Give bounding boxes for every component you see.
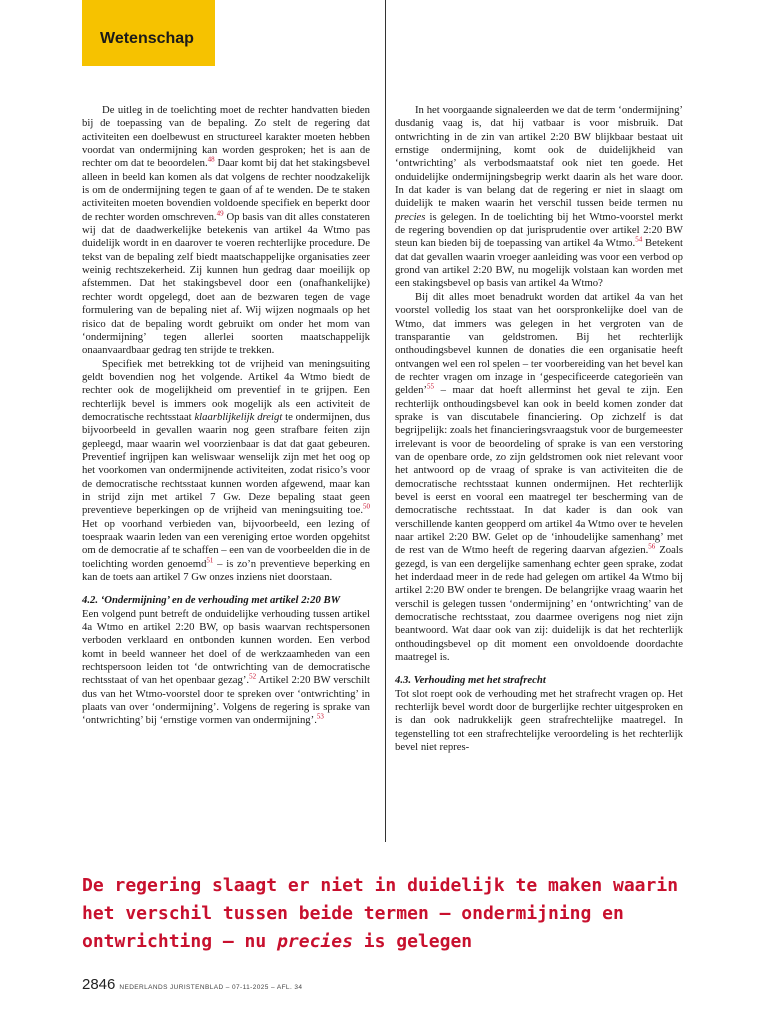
section-tab (82, 0, 215, 66)
right-column (395, 104, 683, 755)
left-column (82, 104, 370, 728)
section-heading-4-2: 4.2. ‘Ondermijning’ en de verhouding met artikel 2:20 BW (82, 594, 341, 607)
footnote-ref[interactable]: 50 (363, 502, 370, 511)
journal-info: NEDERLANDS JURISTENBLAD – 07-11-2025 – AFL. 34 (119, 984, 303, 991)
paragraph: Bij dit alles moet benadrukt worden dat artikel 4a van het voorstel volledig los staat van het oorspronkelijke doel van de Wtmo, dat immers was gelegen in het vergroten van de transparantie van geldstromen. Bij het rechterlijk onthoudingsbevel kunnen de donaties die een organisatie heeft ontvangen wel een rol spelen – ter voorbereiding van het bevel kan de rechter vragen om inzage in ‘gespecificeerde categorieën van gelden’$^{55}$ – maar dat hoeft allerminst het geval te zijn. Een rechterlijk onthoudingsbevel kan ook in beeld komen zonder dat sprake is van discutabele financiering. Op zichzelf is dat begrijpelijk: zoals het financieringsvraagstuk voor de burgemeester irrelevant is voor de beoordeling of sprake is van een verstoring van de openbare orde, zo zijn geldstromen ook niet relevant voor het antwoord op de vraag of sprake is van activiteiten die de democratische rechtsstaat kunnen ondermijnen. Het rechterlijk bevel is eerst en vooral een maatregel ter bescherming van de democratische rechtsstaat. In dat kader is dan ook van verschillende kanten geopperd om artikel 4a Wtmo over te hevelen naar artikel 2:20 BW. Gelet op de ‘inhoudelijke samenhang’ met de rest van de Wtmo heeft de regering daarvan afgezien.$^{56}$ Zoals gezegd, is van een dergelijke samenhang echter geen sprake, zodat het inderdaad meer in de rede had gelegen om artikel 4a Wtmo bij artikel 2:20 BW onder te brengen. De belangrijke vraag waarin het verschil is gelegen tussen ‘ondermijning’ en ‘ontwrichting’ van de democratische rechtsstaat, zou daarmee overigens nog niet zijn beantwoord. Wat daar ook van zij: duidelijk is dat het rechterlijk onthoudingsbevel op dit moment een onvoldoende doordachte maatregel is. (395, 290, 684, 664)
paragraph: De uitleg in de toelichting moet de rechter handvatten bieden bij de toepassing van de bepaling. Zo stelt de regering dat activiteiten een doelbewust en structureel karakter moeten hebben voordat van ondermijning kan worden gesproken; het is aan de rechter om dat te beoordelen.$^{48}$ Daar komt bij dat het stakingsbevel alleen in beeld kan komen als dat volgens de rechter noodzakelijk is om de ondermijning tegen te gaan of af te wenden. De te staken activiteiten moeten bovendien voldoende specifiek en beperkt door de rechter worden omschreven.$^{49}$ Op basis van dit alles constateren wij dat de daadwerkelijke betekenis van artikel 4a Wtmo pas duidelijk wordt in en daarover te voeren rechterlijke procedure. De tekst van de bepaling zelf biedt maatschappelijke organisaties zeer weinig rechtszekerheid. Zij kunnen hun gedrag daar moeilijk op afstemmen. Dat het stakingsbevel door een (onafhankelijke) rechter wordt opgelegd, doet aan de bezwaren tegen de vage formulering van de bepaling niet af. Wij wijzen nogmaals op het risico dat de bepaling wordt gebruikt om onder het mom van ‘ondermijning’ tegen allerlei soorten maatschappelijk onaanvaardbaar gedrag ten strijde te trekken. (82, 104, 370, 357)
paragraph: Specifiek met betrekking tot de vrijheid van meningsuiting geldt bovendien nog het volgende. Artikel 4a Wtmo biedt de rechter ook de mogelijkheid om preventief in te grijpen. Een rechterlijk bevel is immers ook mogelijk als een activiteit de democratische rechtsstaat klaarblijkelijk dreigt te ondermijnen, dus bijvoorbeeld in gevallen waarin nog geen strafbare feiten zijn gepleegd, maar waarin wel voorzienbaar is dat dat gaat gebeuren. Preventief ingrijpen kan weliswaar wenselijk zijn met het oog op het voorkomen van ondermijnende activiteiten, zodat risico’s voor de democratische rechtsstaat kunnen worden afgewend, maar kan in strijd zijn met artikel 7 Gw. Deze bepaling staat geen preventieve beperkingen op de vrijheid van meningsuiting toe.$^{50}$ Het op voorhand verbieden van, bijvoorbeeld, een lezing of toespraak waarin leden van een vereniging ertoe worden opgehitst om de democratie af te schaffen – een van de voorbeelden die in de toelichting worden genoemd$^{51}$ – is zo’n preventieve beperking en kan de toets aan artikel 7 Gw onzes inziens niet doorstaan. (82, 357, 370, 584)
section-heading-4-3: 4.3. Verhouding met het strafrecht (395, 674, 546, 687)
paragraph: Een volgend punt betreft de onduidelijke verhouding tussen artikel 4a Wtmo en artikel 2:20 BW, op basis waarvan rechtspersonen verboden verklaard en ontbonden kunnen worden. Een verbod komt in beeld wanneer het doel of de werkzaamheden van een rechtspersoon leiden tot ‘de ontwrichting van de democratische rechtsstaat of van het openbaar gezag’.$^{52}$ Artikel 2:20 BW verschilt dus van het Wtmo-voorstel door te spreken over ‘ontwrichting’ in plaats van over ‘ondermijning’. Volgens de regering is sprake van ‘ontwrichting’ bij ‘ernstige vormen van ondermijning’.$^{53}$ (82, 607, 370, 727)
footnote-ref[interactable]: 49 (216, 209, 224, 218)
footnote-ref[interactable]: 51 (206, 556, 214, 565)
paragraph: Tot slot roept ook de verhouding met het strafrecht vragen op. Het rechterlijk bevel wordt door de burgerlijke rechter uitgesproken en is dan ook nadrukkelijk geen strafrechtelijke maatregel. In tegenstelling tot een strafrechtelijke veroordeling is het rechterlijk bevel niet repres- (395, 687, 683, 754)
footnote-ref[interactable]: 56 (648, 542, 656, 551)
paragraph: In het voorgaande signaleerden we dat de term ‘ondermijning’ dusdanig vaag is, dat hij vatbaar is voor misbruik. Dat ontwrichting in de zin van artikel 2:20 BW blijkbaar bestaat uit ernstige ondermijning, komt ook de duidelijkheid van ‘ontwrichting’ als verbodsmaatstaf ook niet ten goede. Het onduidelijke ondermijningsbegrip werkt daarin als het ware door. In dat kader is van belang dat de regering er niet in slaagt om duidelijk te maken waarin het verschil tussen beide termen nu precies is gelegen. In de toelichting bij het Wtmo-voorstel merkt de regering bovendien op dat jurisprudentie over artikel 2:20 BW steun kan bieden bij de toepassing van artikel 4a Wtmo.$^{54}$ Betekent dat dat gevallen waarin vroeger aanleiding was voor een verbod op grond van artikel 2:20 BW, nu mogelijk volstaan kan worden met een stakingsbevel op basis van artikel 4a Wtmo? (395, 104, 683, 290)
pull-quote: De regering slaagt er niet in duidelijk te maken waarin het verschil tussen beide termen – ondermijning en ontwrichting – nu precies is gelegen (82, 875, 679, 952)
page-footer (82, 976, 302, 994)
footnote-ref[interactable]: 54 (635, 235, 643, 244)
footnote-ref[interactable]: 48 (207, 155, 215, 164)
footnote-ref[interactable]: 55 (427, 382, 435, 391)
footnote-ref[interactable]: 53 (316, 712, 324, 721)
footnote-ref[interactable]: 52 (249, 672, 257, 681)
page-number: 2846 (82, 976, 116, 993)
section-label: Wetenschap (100, 30, 194, 47)
column-divider (385, 0, 386, 842)
